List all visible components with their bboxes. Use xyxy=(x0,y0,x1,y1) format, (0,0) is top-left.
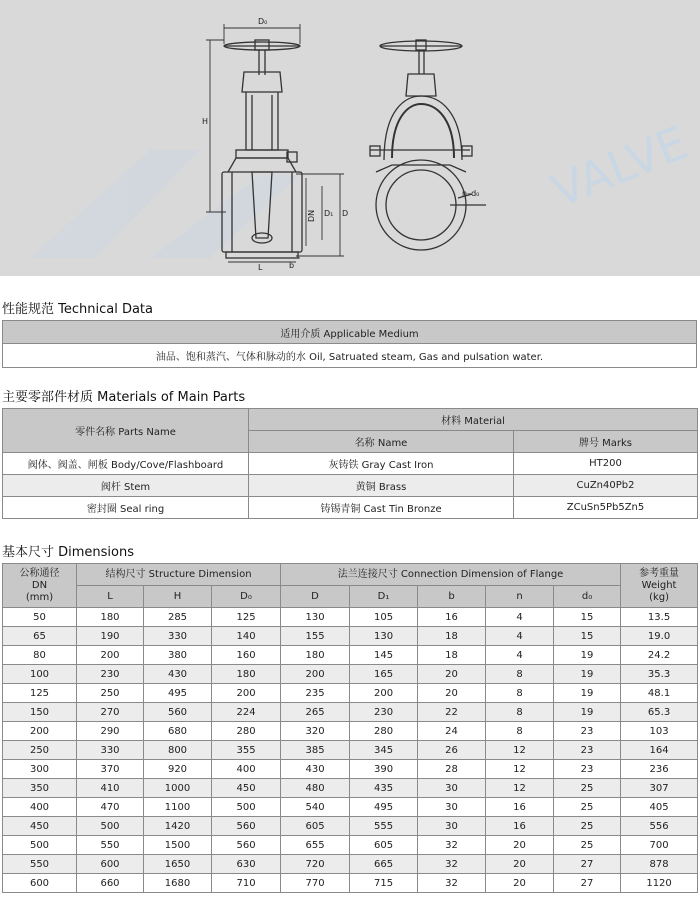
dn-header-unit: (mm) xyxy=(25,591,54,603)
flange-dimension-header: 法兰连接尺寸 Connection Dimension of Flange xyxy=(281,564,621,586)
dimension-cell: 16 xyxy=(418,608,486,627)
dimension-cell: 32 xyxy=(418,855,486,874)
dimension-cell: 105 xyxy=(350,608,418,627)
material-row xyxy=(3,497,698,519)
dimension-cell: 370 xyxy=(77,760,144,779)
dimension-cell: 1500 xyxy=(144,836,212,855)
dimension-cell: 450 xyxy=(3,817,77,836)
dimension-row xyxy=(3,836,698,855)
dimension-cell: 150 xyxy=(3,703,77,722)
dimension-cell: 600 xyxy=(3,874,77,893)
dimension-cell: 4 xyxy=(486,608,554,627)
dimension-cell: 8 xyxy=(486,703,554,722)
dimension-cell: 20 xyxy=(418,684,486,703)
col-h: H xyxy=(144,586,212,608)
dimension-cell: 330 xyxy=(77,741,144,760)
dimension-cell: 19.0 xyxy=(621,627,698,646)
dimension-cell: 390 xyxy=(350,760,418,779)
applicable-medium-value: 油品、饱和蒸汽、气体和脉动的水 Oil, Satruated steam, Gas and pulsation water. xyxy=(3,344,697,368)
dimension-cell: 400 xyxy=(3,798,77,817)
materials-table xyxy=(2,408,698,519)
dimension-cell: 230 xyxy=(350,703,418,722)
dimension-cell: 235 xyxy=(281,684,350,703)
dimensions-table xyxy=(2,563,698,893)
dimension-cell: 19 xyxy=(554,646,621,665)
dimension-cell: 28 xyxy=(418,760,486,779)
dimension-cell: 24.2 xyxy=(621,646,698,665)
dn-header-label: DN xyxy=(31,579,48,591)
dimensions-body xyxy=(3,608,698,893)
col-l: L xyxy=(77,586,144,608)
dimension-cell: 430 xyxy=(144,665,212,684)
dimension-cell: 605 xyxy=(350,836,418,855)
dimension-cell: 12 xyxy=(486,779,554,798)
dimension-cell: 80 xyxy=(3,646,77,665)
materials-title: 主要零部件材质 Materials of Main Parts xyxy=(2,390,246,405)
material-row xyxy=(3,453,698,475)
dimension-cell: 32 xyxy=(418,874,486,893)
dimension-cell: 320 xyxy=(281,722,350,741)
dimension-cell: 180 xyxy=(77,608,144,627)
col-d1: D₁ xyxy=(350,586,418,608)
weight-header-label: Weight xyxy=(641,579,677,591)
dimension-cell: 22 xyxy=(418,703,486,722)
structure-dimension-header: 结构尺寸 Structure Dimension xyxy=(77,564,281,586)
dimension-cell: 125 xyxy=(3,684,77,703)
dimension-cell: 25 xyxy=(554,836,621,855)
dimension-row xyxy=(3,760,698,779)
material-name: 铸锡青铜 Cast Tin Bronze xyxy=(249,497,514,519)
dimension-cell: 200 xyxy=(281,665,350,684)
dimension-cell: 25 xyxy=(554,798,621,817)
dimension-cell: 500 xyxy=(3,836,77,855)
label-h: H xyxy=(202,117,209,126)
dimension-cell: 30 xyxy=(418,779,486,798)
dimension-cell: 920 xyxy=(144,760,212,779)
dn-header xyxy=(3,564,77,608)
material-mark: HT200 xyxy=(514,453,698,475)
dimension-cell: 560 xyxy=(144,703,212,722)
dimension-cell: 250 xyxy=(3,741,77,760)
dimension-cell: 385 xyxy=(281,741,350,760)
dimension-cell: 435 xyxy=(350,779,418,798)
dimension-cell: 560 xyxy=(212,817,281,836)
gate-valve-drawing xyxy=(0,0,700,276)
dimension-cell: 20 xyxy=(486,874,554,893)
dimension-cell: 236 xyxy=(621,760,698,779)
label-dn: DN xyxy=(307,209,316,222)
side-view xyxy=(370,40,486,250)
dimension-cell: 350 xyxy=(3,779,77,798)
label-l: L xyxy=(258,263,263,272)
material-name-header: 名称 Name xyxy=(249,431,514,453)
label-d: D xyxy=(342,209,349,218)
col-d0: D₀ xyxy=(212,586,281,608)
dimension-cell: 230 xyxy=(77,665,144,684)
dimension-cell: 270 xyxy=(77,703,144,722)
material-mark: ZCuSn5Pb5Zn5 xyxy=(514,497,698,519)
label-nd0: n–d₀ xyxy=(462,189,480,198)
dimension-cell: 470 xyxy=(77,798,144,817)
dimension-cell: 400 xyxy=(212,760,281,779)
dimension-cell: 710 xyxy=(212,874,281,893)
dimension-cell: 265 xyxy=(281,703,350,722)
dimension-cell: 30 xyxy=(418,817,486,836)
valve-drawing-panel xyxy=(0,0,700,276)
dimension-cell: 103 xyxy=(621,722,698,741)
dimension-cell: 550 xyxy=(77,836,144,855)
dimension-cell: 200 xyxy=(3,722,77,741)
dimension-cell: 19 xyxy=(554,684,621,703)
weight-header-cn: 参考重量 xyxy=(639,567,680,579)
dimension-cell: 20 xyxy=(418,665,486,684)
dimension-cell: 20 xyxy=(486,855,554,874)
dimension-cell: 35.3 xyxy=(621,665,698,684)
dimension-cell: 605 xyxy=(281,817,350,836)
watermark-logo xyxy=(30,150,300,258)
dimension-cell: 500 xyxy=(212,798,281,817)
dimension-cell: 20 xyxy=(486,836,554,855)
dimension-cell: 600 xyxy=(77,855,144,874)
dimension-cell: 550 xyxy=(3,855,77,874)
dn-header-cn: 公称通径 xyxy=(19,567,60,579)
dimension-cell: 540 xyxy=(281,798,350,817)
dimension-cell: 200 xyxy=(350,684,418,703)
dimension-cell: 1000 xyxy=(144,779,212,798)
dimension-cell: 16 xyxy=(486,817,554,836)
dimension-cell: 410 xyxy=(77,779,144,798)
dimension-cell: 450 xyxy=(212,779,281,798)
dimension-cell: 380 xyxy=(144,646,212,665)
dimension-cell: 13.5 xyxy=(621,608,698,627)
dimension-row xyxy=(3,608,698,627)
dimension-cell: 280 xyxy=(212,722,281,741)
col-n: n xyxy=(486,586,554,608)
weight-header-unit: (kg) xyxy=(649,591,670,603)
dimension-cell: 15 xyxy=(554,627,621,646)
dimension-cell: 27 xyxy=(554,855,621,874)
dimension-cell: 1680 xyxy=(144,874,212,893)
dimension-row xyxy=(3,627,698,646)
dimension-cell: 130 xyxy=(350,627,418,646)
dimension-row xyxy=(3,817,698,836)
dimension-cell: 130 xyxy=(281,608,350,627)
dimension-cell: 1650 xyxy=(144,855,212,874)
dimension-cell: 355 xyxy=(212,741,281,760)
dimension-cell: 660 xyxy=(77,874,144,893)
applicable-medium-header: 适用介质 Applicable Medium xyxy=(3,321,697,344)
dimension-cell: 655 xyxy=(281,836,350,855)
dimension-cell: 164 xyxy=(621,741,698,760)
dimension-cell: 24 xyxy=(418,722,486,741)
dimension-cell: 345 xyxy=(350,741,418,760)
dimension-cell: 8 xyxy=(486,684,554,703)
dimension-cell: 25 xyxy=(554,779,621,798)
dimensions-title: 基本尺寸 Dimensions xyxy=(2,545,135,560)
dimension-cell: 65.3 xyxy=(621,703,698,722)
dimension-cell: 480 xyxy=(281,779,350,798)
dimension-cell: 32 xyxy=(418,836,486,855)
material-name: 黄铜 Brass xyxy=(249,475,514,497)
dimension-row xyxy=(3,722,698,741)
dimension-cell: 25 xyxy=(554,817,621,836)
dimension-cell: 155 xyxy=(281,627,350,646)
dimension-cell: 48.1 xyxy=(621,684,698,703)
dimension-cell: 4 xyxy=(486,627,554,646)
dimension-cell: 100 xyxy=(3,665,77,684)
dimension-cell: 27 xyxy=(554,874,621,893)
dimension-cell: 15 xyxy=(554,608,621,627)
dimension-row xyxy=(3,798,698,817)
dimension-cell: 430 xyxy=(281,760,350,779)
dimension-cell: 715 xyxy=(350,874,418,893)
dimension-cell: 280 xyxy=(350,722,418,741)
dimension-cell: 12 xyxy=(486,760,554,779)
dimension-row xyxy=(3,665,698,684)
dimension-cell: 23 xyxy=(554,741,621,760)
dimension-cell: 18 xyxy=(418,627,486,646)
col-b: b xyxy=(418,586,486,608)
dimension-cell: 180 xyxy=(281,646,350,665)
part-name: 阀体、阀盖、闸板 Body/Cove/Flashboard xyxy=(3,453,249,475)
dimension-cell: 8 xyxy=(486,722,554,741)
dimension-cell: 140 xyxy=(212,627,281,646)
dimension-cell: 700 xyxy=(621,836,698,855)
label-d1: D₁ xyxy=(324,209,334,218)
dimension-cell: 495 xyxy=(144,684,212,703)
dimension-cell: 30 xyxy=(418,798,486,817)
dimension-cell: 665 xyxy=(350,855,418,874)
dimension-cell: 1100 xyxy=(144,798,212,817)
dimension-cell: 630 xyxy=(212,855,281,874)
dimension-cell: 19 xyxy=(554,703,621,722)
dimension-cell: 12 xyxy=(486,741,554,760)
dimension-row xyxy=(3,779,698,798)
dimension-cell: 330 xyxy=(144,627,212,646)
watermark-text: VALVE xyxy=(543,115,695,219)
dimension-cell: 500 xyxy=(77,817,144,836)
dimension-cell: 50 xyxy=(3,608,77,627)
dimension-row xyxy=(3,703,698,722)
dimension-cell: 23 xyxy=(554,722,621,741)
dimension-cell: 200 xyxy=(212,684,281,703)
dimension-cell: 65 xyxy=(3,627,77,646)
dimension-cell: 555 xyxy=(350,817,418,836)
dimension-cell: 23 xyxy=(554,760,621,779)
dimension-cell: 160 xyxy=(212,646,281,665)
dimension-cell: 26 xyxy=(418,741,486,760)
dimension-cell: 800 xyxy=(144,741,212,760)
dimension-cell: 495 xyxy=(350,798,418,817)
dimension-row xyxy=(3,684,698,703)
technical-data-table xyxy=(2,320,697,368)
dimension-cell: 19 xyxy=(554,665,621,684)
dimension-cell: 165 xyxy=(350,665,418,684)
dimension-cell: 307 xyxy=(621,779,698,798)
dimension-cell: 556 xyxy=(621,817,698,836)
dimension-cell: 180 xyxy=(212,665,281,684)
dimension-cell: 720 xyxy=(281,855,350,874)
part-name: 密封圈 Seal ring xyxy=(3,497,249,519)
dimension-cell: 405 xyxy=(621,798,698,817)
dimension-cell: 18 xyxy=(418,646,486,665)
material-marks-header: 牌号 Marks xyxy=(514,431,698,453)
dimension-row xyxy=(3,874,698,893)
label-b: b xyxy=(289,261,295,270)
parts-name-header: 零件名称 Parts Name xyxy=(3,409,249,453)
material-header: 材料 Material xyxy=(249,409,698,431)
dimension-cell: 125 xyxy=(212,608,281,627)
col-d: D xyxy=(281,586,350,608)
dimension-cell: 560 xyxy=(212,836,281,855)
dimension-cell: 200 xyxy=(77,646,144,665)
dimension-cell: 680 xyxy=(144,722,212,741)
technical-data-title: 性能规范 Technical Data xyxy=(2,302,153,317)
dimension-cell: 190 xyxy=(77,627,144,646)
dimension-cell: 1420 xyxy=(144,817,212,836)
dimension-cell: 4 xyxy=(486,646,554,665)
dimension-cell: 145 xyxy=(350,646,418,665)
material-mark: CuZn40Pb2 xyxy=(514,475,698,497)
col-bolt-d0: d₀ xyxy=(554,586,621,608)
dimension-cell: 878 xyxy=(621,855,698,874)
dimension-row xyxy=(3,646,698,665)
label-d0: D₀ xyxy=(258,17,268,26)
dimension-cell: 16 xyxy=(486,798,554,817)
dimension-cell: 300 xyxy=(3,760,77,779)
dimension-cell: 290 xyxy=(77,722,144,741)
dimension-row xyxy=(3,741,698,760)
dimension-cell: 8 xyxy=(486,665,554,684)
dimension-cell: 770 xyxy=(281,874,350,893)
material-name: 灰铸铁 Gray Cast Iron xyxy=(249,453,514,475)
material-row xyxy=(3,475,698,497)
dimension-row xyxy=(3,855,698,874)
weight-header xyxy=(621,564,698,608)
part-name: 阀杆 Stem xyxy=(3,475,249,497)
dimension-cell: 285 xyxy=(144,608,212,627)
dimension-cell: 224 xyxy=(212,703,281,722)
dimension-cell: 1120 xyxy=(621,874,698,893)
dimension-cell: 250 xyxy=(77,684,144,703)
